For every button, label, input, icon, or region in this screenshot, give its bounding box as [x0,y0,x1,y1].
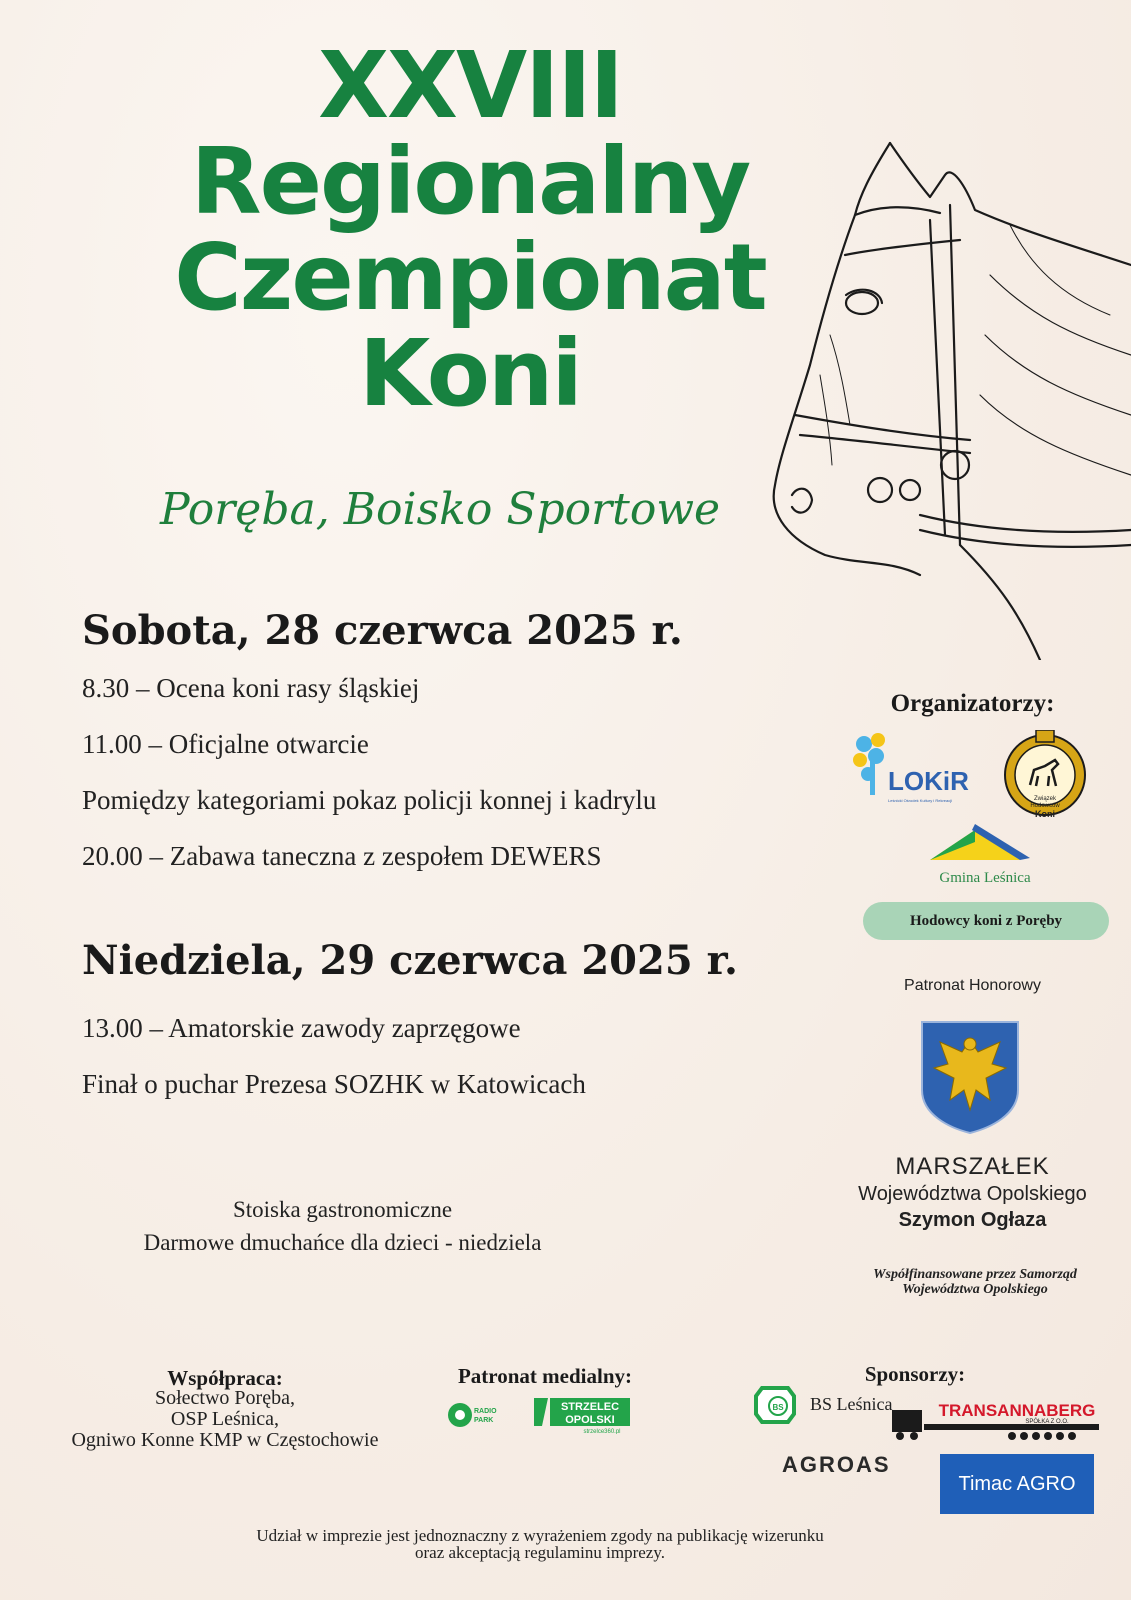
truck-logo [892,1400,1102,1444]
day2-heading: Niedziela, 29 czerwca 2025 r. [82,937,738,984]
transannaberg-sub-text: SPÓŁKA Z O.O. [1025,1419,1069,1425]
bs-logo [752,1384,798,1424]
breeders-badge: Hodowcy koni z Poręby [863,902,1109,940]
cooperation-line-2: OSP Leśnica, [170,1408,280,1430]
lokir-text: LOKiR [888,766,969,796]
strzelec-logo [532,1396,632,1434]
zwiazek-line-1: Związek [1033,796,1057,802]
patronage-line-2: Województwa Opolskiego [858,1183,1087,1205]
bs-sponsor: BS Leśnica [810,1394,893,1414]
title-line-4: Koni [359,320,581,427]
strzelec-bottom-text: OPOLSKI [565,1414,615,1426]
timac-logo [940,1454,1094,1514]
footer-line-1: Udział w imprezie jest jednoznaczny z wyrażeniem zgody na publikację wizerunku [256,1526,824,1545]
patronage-name: Szymon Ogłaza [898,1209,1047,1231]
gmina-text: Gmina Leśnica [939,870,1031,886]
zwiazek-line-2: Hodowców [1030,803,1060,809]
horseshoe-logo [1000,730,1090,825]
transannaberg-text: TRANSANNABERG [938,1401,1096,1420]
sponsors-heading: Sponsorzy: [864,1362,966,1386]
title-line-3: Czempionat [174,224,766,331]
day1-event-3: Pomiędzy kategoriami pokaz policji konnej i kadrylu [82,785,657,815]
day1-event-4: 20.00 – Zabawa taneczna z zespołem DEWERS [82,841,602,871]
day1-event-1: 8.30 – Ocena koni rasy śląskiej [82,673,420,703]
organizers-heading: Organizatorzy: [890,690,1055,717]
title-line-1: XXVIII [318,32,622,139]
horse-head-illustration [770,135,1131,660]
radio-bottom-text: PARK [474,1417,494,1424]
opolskie-coat-of-arms [920,1020,1020,1135]
cooperation-heading: Współpraca: [167,1366,283,1390]
cofinanced-line-1: Współfinansowane przez Samorząd [873,1267,1077,1282]
cooperation-line-1: Sołectwo Poręba, [155,1387,295,1409]
radio-top-text: RADIO [474,1408,497,1415]
agroas-logo: AGROAS [782,1452,891,1477]
cooperation-line-3: Ogniwo Konne KMP w Częstochowie [71,1429,379,1451]
day2-event-2: Finał o puchar Prezesa SOZHK w Katowicach [82,1069,586,1099]
extras-line-1: Stoiska gastronomiczne [232,1197,453,1222]
patronage-label: Patronat Honorowy [904,977,1041,994]
radio-park-logo [446,1398,506,1432]
lokir-small-text: Leśnicki Ośrodek Kultury i Rekreacji [888,798,953,803]
lokir-logo [850,730,975,810]
extras-line-2: Darmowe dmuchańce dla dzieci - niedziela [143,1230,542,1255]
event-location: Poręba, Boisko Sportowe [159,484,721,535]
footer-line-2: oraz akceptacją regulaminu imprezy. [415,1543,665,1562]
patronage-title: MARSZAŁEK [895,1153,1050,1180]
strzelec-url: strzelce360.pl [583,1429,621,1434]
timac-text: Timac AGRO [958,1472,1076,1495]
media-heading: Patronat medialny: [457,1364,633,1388]
cofinanced-line-2: Województwa Opolskiego [902,1282,1048,1297]
title-line-2: Regionalny [190,128,750,235]
strzelec-top-text: STRZELEC [560,1401,620,1413]
gmina-roof-logo [910,822,1060,887]
day1-event-2: 11.00 – Oficjalne otwarcie [82,729,369,759]
event-title [60,32,880,427]
day1-heading: Sobota, 28 czerwca 2025 r. [82,607,683,654]
day2-event-1: 13.00 – Amatorskie zawody zaprzęgowe [82,1013,521,1043]
zwiazek-line-3: Koni [1035,809,1055,819]
bs-mark-text: BS [772,1403,784,1412]
